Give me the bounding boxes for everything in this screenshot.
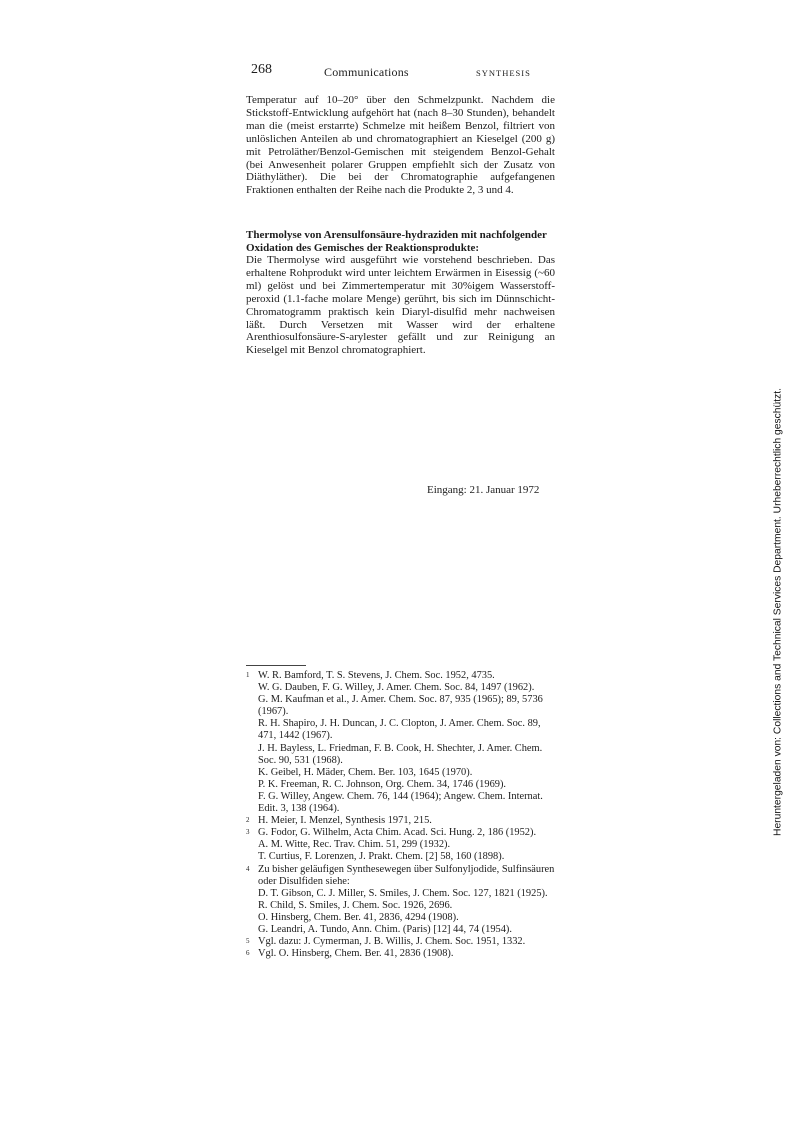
section-title: Communications [324, 65, 409, 79]
reference-line: A. M. Witte, Rec. Trav. Chim. 51, 299 (1932). [258, 839, 451, 851]
reference-line: O. Hinsberg, Chem. Ber. 41, 2836, 4294 (1908). [258, 911, 459, 923]
reference-number: 2 [246, 816, 250, 825]
reference-line: K. Geibel, H. Mäder, Chem. Ber. 103, 1645 (1970). [258, 766, 473, 778]
reference-2 [246, 815, 561, 827]
reference-line: T. Curtius, F. Lorenzen, J. Prakt. Chem. [2] 58, 160 (1898). [258, 851, 505, 863]
body-paragraph-2: Die Thermolyse wird ausgeführt wie vorstehend beschrieben. Das erhaltene Rohprodukt wird unter leichtem Erwärmen in Eisessig (~60 ml) gelöst und bei Zimmertemperatur mit 30%igem Wasserstoff-peroxid (1.1-fache molare Menge) gerührt, bis sich im Dünnschicht-Chromatogramm praktisch kein Diaryl-disulfid mehr nachweisen läßt. Durch Versetzen mit Wasser wird der erhaltene Arenthiosulfonsäure-S-arylester gefällt und zur Reinigung an Kieselgel mit Benzol chromatographiert. [246, 254, 555, 357]
reference-number: 4 [246, 864, 250, 873]
reference-line: W. G. Dauben, F. G. Willey, J. Amer. Chem. Soc. 84, 1497 (1962). [258, 682, 535, 694]
reference-6 [246, 948, 561, 960]
body-paragraph-1: Temperatur auf 10–20° über den Schmelzpunkt. Nachdem die Stickstoff-Entwicklung aufgehört hat (nach 8–30 Stunden), behandelt man die (meist erstarrte) Schmelze mit heißem Benzol, filtriert von unlöslichen Anteilen ab und chromatographiert an Kieselgel (200 g) mit Petroläther/Benzol-Gemischen mit steigendem Benzol-Gehalt (bei Anwesenheit polarer Gruppen empfiehlt sich der Zusatz von Diäthyläther). Die bei der Chromatographie aufgefangenen Fraktionen enthalten der Reihe nach die Produkte 2, 3 und 4. [246, 94, 555, 197]
reference-line: Vgl. O. Hinsberg, Chem. Ber. 41, 2836 (1908). [258, 948, 454, 960]
reference-line: F. G. Willey, Angew. Chem. 76, 144 (1964); Angew. Chem. Internat. Edit. 3, 138 (1964). [258, 790, 543, 815]
reference-line: W. R. Bamford, T. S. Stevens, J. Chem. Soc. 1952, 4735. [258, 670, 495, 681]
reference-line: G. M. Kaufman et al., J. Amer. Chem. Soc. 87, 935 (1965); 89, 5736 (1967). [258, 694, 543, 718]
references-list [246, 670, 561, 960]
reference-4 [246, 864, 561, 937]
reference-line: P. K. Freeman, R. C. Johnson, Org. Chem. 34, 1746 (1969). [258, 778, 507, 790]
reference-line: Vgl. dazu: J. Cymerman, J. B. Willis, J. Chem. Soc. 1951, 1332. [258, 936, 526, 948]
reference-line: D. T. Gibson, C. J. Miller, S. Smiles, J. Chem. Soc. 127, 1821 (1925). [258, 887, 548, 899]
reference-line: G. Fodor, G. Wilhelm, Acta Chim. Acad. Sci. Hung. 2, 186 (1952). [258, 827, 537, 839]
reference-line: R. Child, S. Smiles, J. Chem. Soc. 1926, 2696. [258, 899, 453, 911]
footnote-rule [246, 665, 306, 666]
reference-1 [246, 670, 561, 815]
page-number: 268 [251, 62, 272, 77]
download-watermark: Heruntergeladen von: Collections and Technical Services Department. Urheberrechtlich geschützt. [772, 388, 784, 836]
reference-line: Zu bisher geläufigen Synthesewegen über Sulfonyljodide, Sulfinsäuren oder Disulfiden siehe: [258, 863, 555, 887]
reference-number: 6 [246, 949, 250, 958]
reference-number: 5 [246, 937, 250, 946]
reference-line: H. Meier, I. Menzel, Synthesis 1971, 215. [258, 815, 432, 827]
reference-line: G. Leandri, A. Tundo, Ann. Chim. (Paris) [12] 44, 74 (1954). [258, 923, 512, 935]
reference-3 [246, 827, 561, 863]
section-heading: Thermolyse von Arensulfonsäure-hydraziden mit nachfolgender Oxidation des Gemisches der Reaktionsprodukte: [246, 229, 547, 254]
received-date: Eingang: 21. Januar 1972 [427, 484, 540, 496]
journal-name: SYNTHESIS [476, 68, 531, 78]
reference-number: 3 [246, 828, 250, 837]
reference-line: J. H. Bayless, L. Friedman, F. B. Cook, H. Shechter, J. Amer. Chem. Soc. 90, 531 (1968). [258, 742, 543, 766]
reference-5 [246, 936, 561, 948]
reference-number: 1 [246, 671, 250, 679]
reference-line: R. H. Shapiro, J. H. Duncan, J. C. Clopton, J. Amer. Chem. Soc. 89, 471, 1442 (1967). [258, 718, 541, 742]
